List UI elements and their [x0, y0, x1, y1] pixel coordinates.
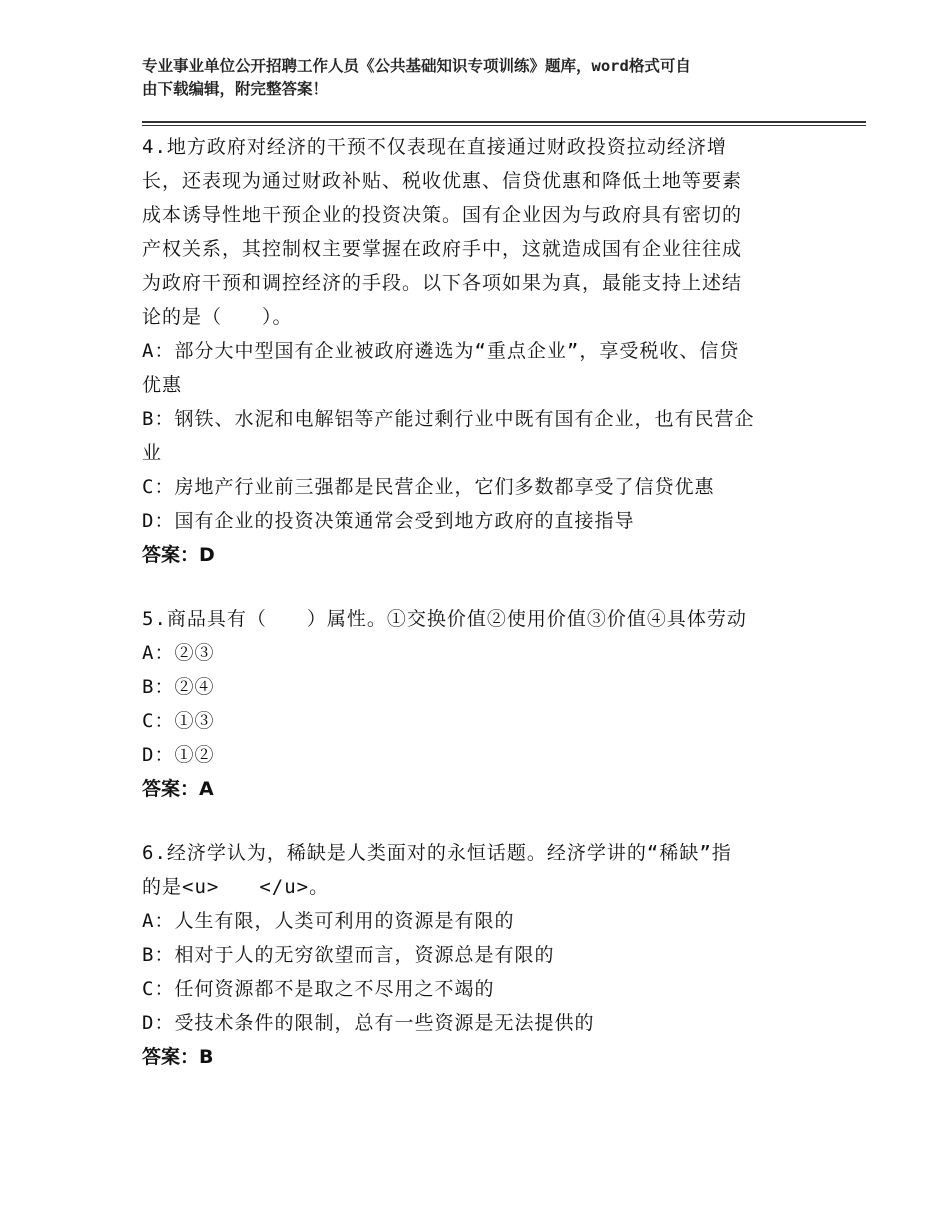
- option-d: D：①②: [142, 744, 215, 766]
- option-d: D：受技术条件的限制，总有一些资源是无法提供的: [142, 1012, 595, 1034]
- option-d: D：国有企业的投资决策通常会受到地方政府的直接指导: [142, 510, 635, 532]
- option-b: B：②④: [142, 676, 215, 698]
- option-a: A：部分大中型国有企业被政府遴选为“重点企业”，享受税收、信贷: [142, 340, 740, 362]
- option-b: B：钢铁、水泥和电解铝等产能过剩行业中既有国有企业，也有民营企: [142, 408, 755, 430]
- question-stem-line: 5.商品具有（ ）属性。①交换价值②使用价值③价值④具体劳动: [142, 608, 747, 630]
- option-c: C：①③: [142, 710, 215, 732]
- question-5: [142, 602, 822, 806]
- header-line-1: 专业事业单位公开招聘工作人员《公共基础知识专项训练》题库，word格式可自: [142, 57, 691, 75]
- option-c: C：任何资源都不是取之不尽用之不竭的: [142, 978, 495, 1000]
- answer-label: 答案：B: [142, 1046, 214, 1068]
- option-c: C：房地产行业前三强都是民营企业，它们多数都享受了信贷优惠: [142, 476, 715, 498]
- question-stem-line: 论的是（ ）。: [142, 306, 293, 328]
- answer-label: 答案：A: [142, 778, 214, 800]
- question-list: [142, 130, 822, 1104]
- option-b: B：相对于人的无穷欲望而言，资源总是有限的: [142, 944, 555, 966]
- answer-label: 答案：D: [142, 544, 215, 566]
- question-stem-line: 产权关系，其控制权主要掌握在政府手中，这就造成国有企业往往成: [142, 238, 743, 260]
- header-line-2: 由下载编辑，附完整答案！: [142, 80, 329, 98]
- option-a: A：人生有限，人类可利用的资源是有限的: [142, 910, 515, 932]
- question-stem-line: 6.经济学认为，稀缺是人类面对的永恒话题。经济学讲的“稀缺”指: [142, 842, 732, 864]
- question-6: [142, 836, 822, 1074]
- document-header: [142, 55, 822, 101]
- question-stem-line: 长，还表现为通过财政补贴、税收优惠、信贷优惠和降低土地等要素: [142, 170, 743, 192]
- question-stem-line: 成本诱导性地干预企业的投资决策。国有企业因为与政府具有密切的: [142, 204, 743, 226]
- option-a-continued: 优惠: [142, 374, 183, 396]
- question-stem-line: 的是<u> </u>。: [142, 876, 330, 898]
- header-divider: [142, 121, 866, 126]
- question-stem-line: 为政府干预和调控经济的手段。以下各项如果为真，最能支持上述结: [142, 272, 743, 294]
- option-b-continued: 业: [142, 442, 163, 464]
- question-stem-line: 4.地方政府对经济的干预不仅表现在直接通过财政投资拉动经济增: [142, 136, 727, 158]
- question-4: [142, 130, 822, 572]
- option-a: A：②③: [142, 642, 215, 664]
